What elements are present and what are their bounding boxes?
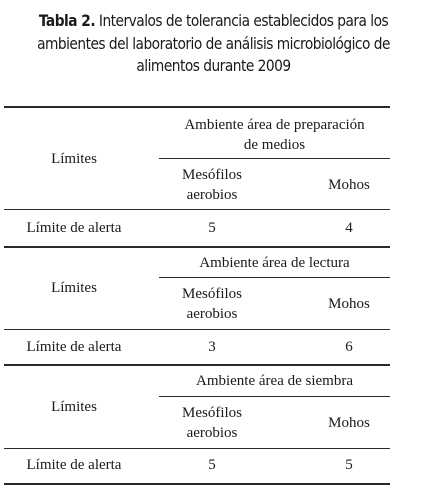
col-header-mohos: Mohos [328,177,370,193]
col-header-mesofilos-cont: aerobios [186,425,238,441]
ambiente-header-cont: de medios [243,137,306,153]
col-header-mesofilos-cont: aerobios [186,306,238,322]
col-header-mohos: Mohos [328,296,370,312]
row-header-limites: Límites [51,399,97,415]
alert-row-label: Límite de alerta [26,220,122,236]
alert-value-mohos: 4 [345,220,353,236]
caption-line-2: ambientes del laboratorio de análisis microbiológico de [37,33,390,53]
col-header-mesofilos-cont: aerobios [186,187,238,203]
caption-label: Tabla 2. [38,11,96,30]
block2-ambiente-rule [159,277,390,278]
ambiente-header: Ambiente área de preparación [184,117,365,133]
block1-ambiente-rule [159,158,390,159]
caption-text-1: Intervalos de tolerancia establecidos para los [98,11,389,30]
alert-value-mesofilos: 5 [208,457,216,473]
col-header-mesofilos: Mesófilos [182,286,242,302]
alert-row-label: Límite de alerta [26,457,122,473]
row-header-limites: Límites [51,280,97,296]
alert-value-mesofilos: 3 [208,339,216,355]
caption-line-3: alimentos durante 2009 [136,56,291,75]
table-top-rule [4,106,390,108]
block2-header-bottom-rule [4,329,390,330]
col-header-mesofilos: Mesófilos [182,405,242,421]
block2-bottom-rule [4,364,390,366]
alert-value-mohos: 6 [345,339,353,355]
alert-row-label: Límite de alerta [26,339,122,355]
table-bottom-rule [4,483,390,485]
table-caption [30,10,397,78]
ambiente-header: Ambiente área de lectura [199,255,350,271]
alert-value-mohos: 5 [345,457,353,473]
alert-value-mesofilos: 5 [208,220,216,236]
caption-line-1 [30,10,397,33]
block3-header-bottom-rule [4,448,390,449]
block3-ambiente-rule [159,396,390,397]
col-header-mesofilos: Mesófilos [182,167,242,183]
block1-header-bottom-rule [4,209,390,210]
block1-bottom-rule [4,246,390,248]
row-header-limites: Límites [51,151,97,167]
ambiente-header: Ambiente área de siembra [195,373,353,389]
col-header-mohos: Mohos [328,415,370,431]
